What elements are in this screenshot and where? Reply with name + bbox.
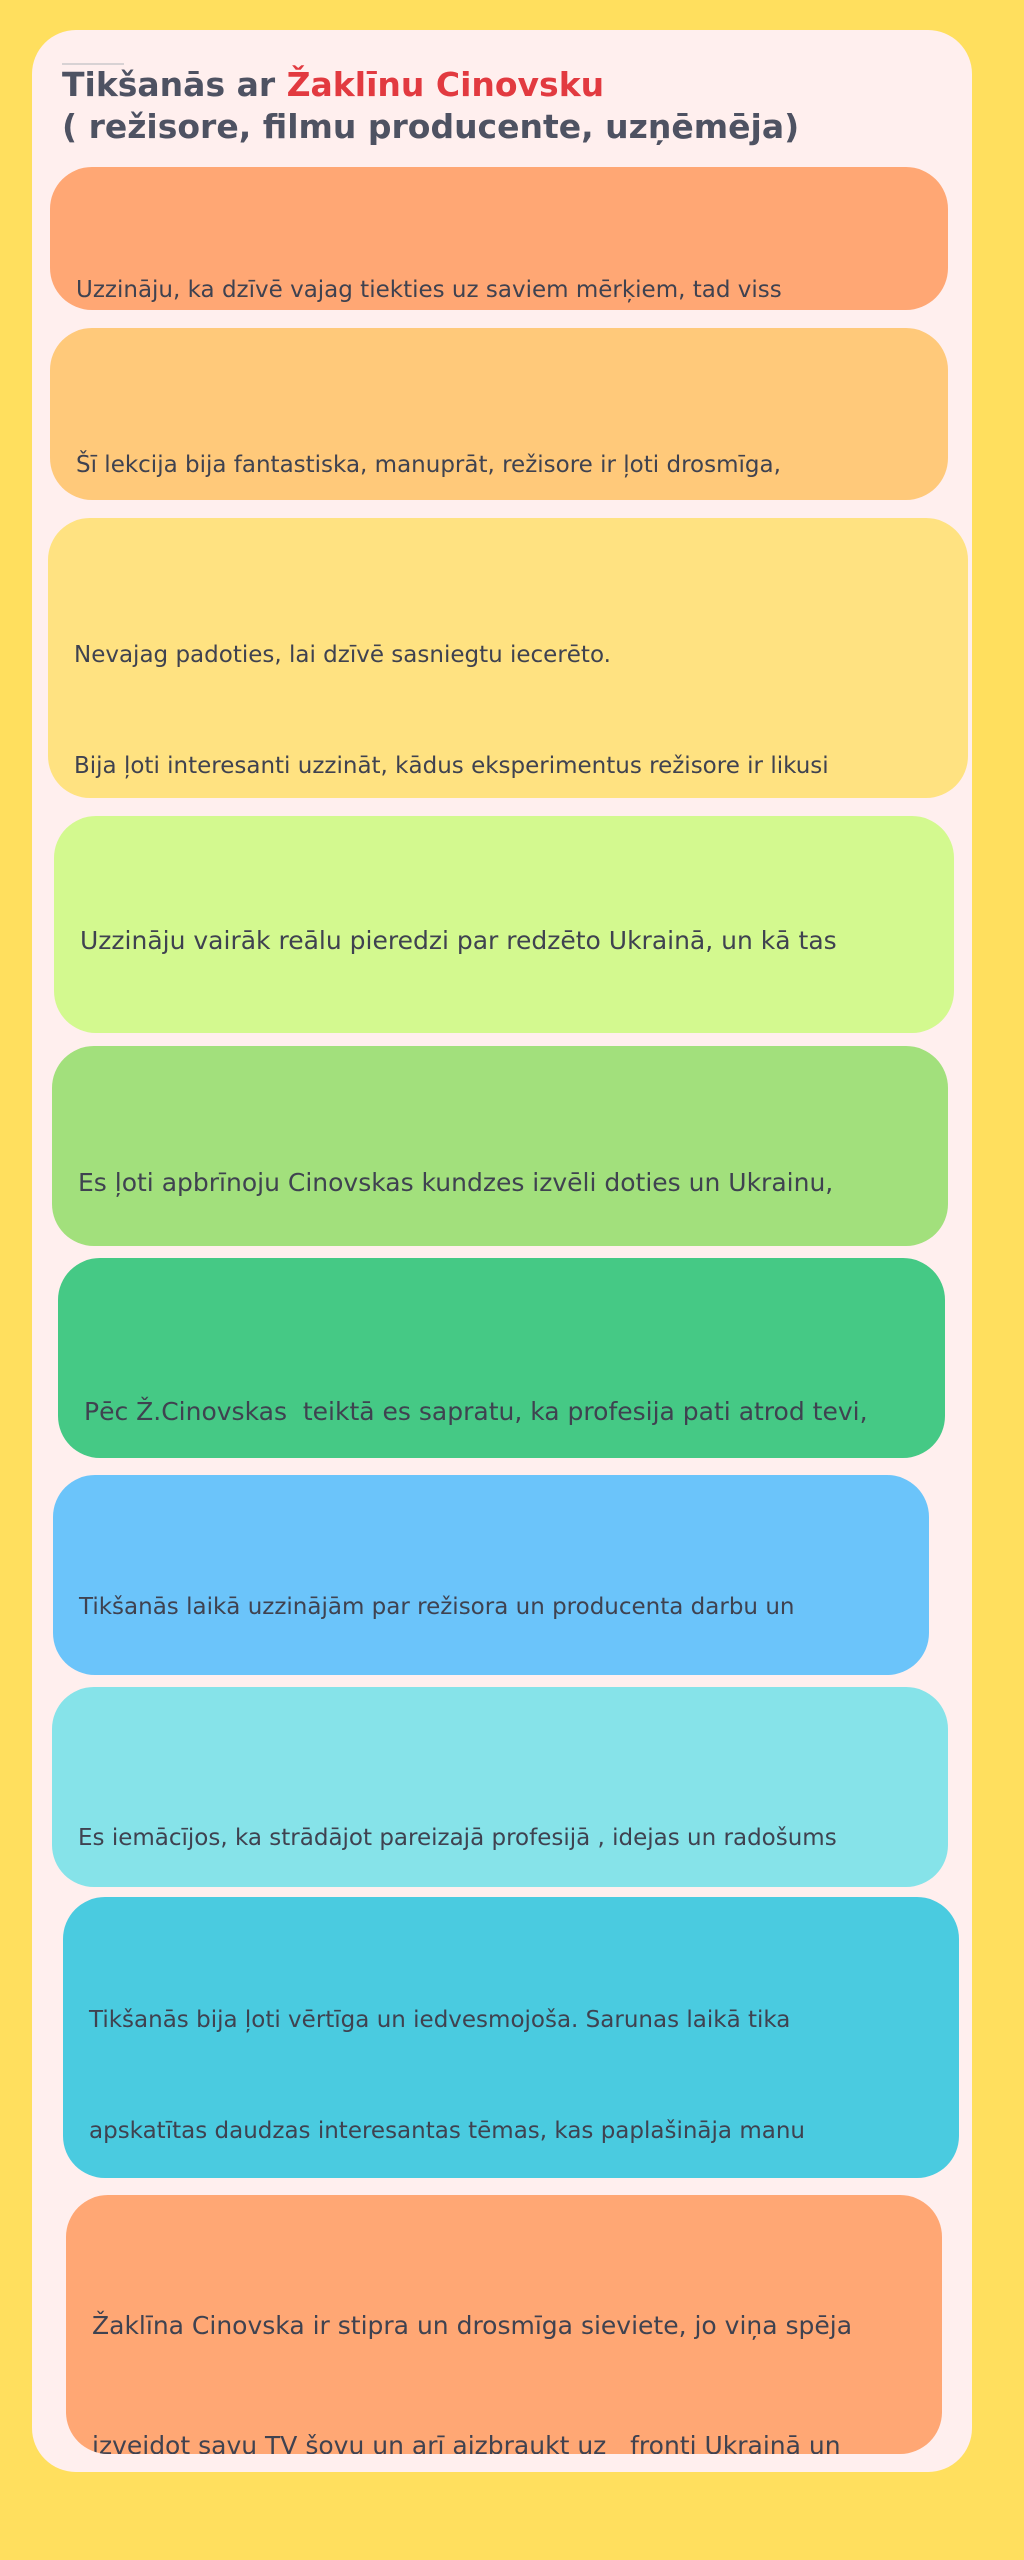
- board-title: [62, 64, 799, 148]
- note-line: Šī lekcija bija fantastiska, manuprāt, režisore ir ļoti drosmīga,: [76, 452, 781, 478]
- note-card-7[interactable]: [53, 1475, 929, 1675]
- note-line: izveidot savu TV šovu un arī aizbraukt uz fronti Ukrainā un: [92, 2431, 841, 2454]
- note-line: Uzzināju vairāk reālu pieredzi par redzēto Ukrainā, un kā tas: [80, 926, 837, 955]
- note-line: Tikšanās bija ļoti vērtīga un iedvesmojoša. Sarunas laikā tika: [89, 2007, 791, 2033]
- note-card-6[interactable]: [58, 1258, 945, 1458]
- note-line: Es ļoti apbrīnoju Cinovskas kundzes izvēli doties un Ukrainu,: [78, 1168, 834, 1197]
- board-subtitle: ( režisore, filmu producente, uzņēmēja): [62, 107, 800, 146]
- note-card-2[interactable]: [50, 328, 948, 500]
- note-card-4[interactable]: [54, 816, 954, 1033]
- note-card-1[interactable]: [50, 167, 948, 310]
- note-line: Bija ļoti interesanti uzzināt, kādus eksperimentus režisore ir likusi: [74, 753, 829, 779]
- note-line: Pēc Ž.Cinovskas teiktā es sapratu, ka profesija pati atrod tevi,: [84, 1397, 868, 1426]
- title-prefix: Tikšanās ar: [62, 65, 287, 104]
- note-card-8[interactable]: [52, 1687, 948, 1887]
- title-name: Žaklīnu Cinovsku: [286, 65, 605, 104]
- note-card-5[interactable]: [52, 1046, 948, 1246]
- note-line: Tikšanās laikā uzzinājām par režisora un producenta darbu un: [79, 1594, 795, 1620]
- note-card-9[interactable]: [63, 1897, 959, 2178]
- note-line: Žaklīna Cinovska ir stipra un drosmīga sieviete, jo viņa spēja: [92, 2311, 853, 2340]
- note-line: Nevajag padoties, lai dzīvē sasniegtu iecerēto.: [74, 642, 611, 668]
- note-line: apskatītas daudzas interesantas tēmas, kas paplašināja manu: [89, 2118, 805, 2144]
- note-line: Es iemācījos, ka strādājot pareizajā profesijā , idejas un radošums: [78, 1825, 837, 1851]
- note-card-3[interactable]: [48, 518, 968, 798]
- note-line: Uzzināju, ka dzīvē vajag tiekties uz saviem mērķiem, tad viss: [76, 277, 782, 303]
- note-card-10[interactable]: [66, 2195, 942, 2454]
